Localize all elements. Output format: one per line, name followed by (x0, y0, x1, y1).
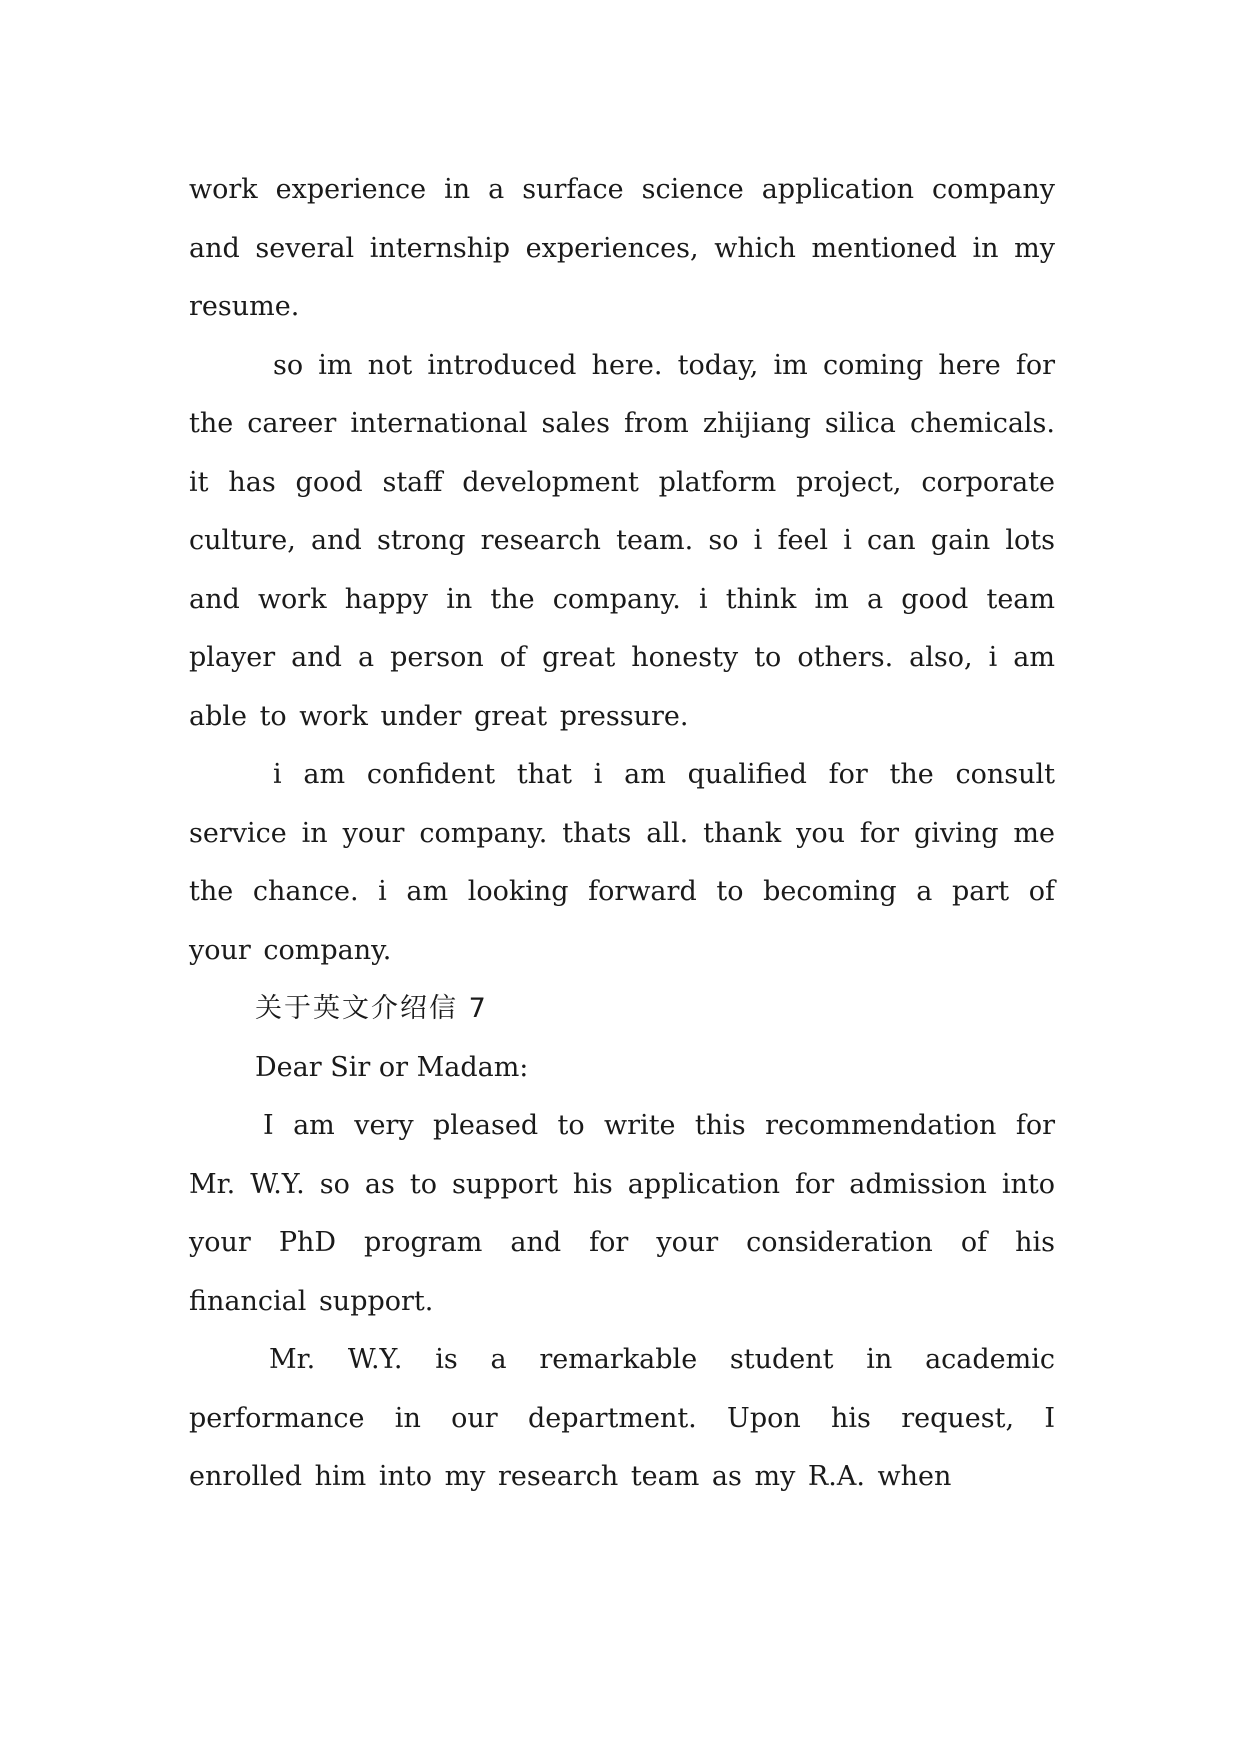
paragraph-work-experience: work experience in a surface science application company and several internship experiences, which mentioned in my resume. (189, 174, 1055, 322)
paragraph-confident-qualified: i am confident that i am qualified for the consult service in your company. thats all. thank you for giving me the chance. i am looking forward to becoming a part of your company. (189, 759, 1055, 966)
salutation: Dear Sir or Madam: (255, 1051, 529, 1083)
paragraph-career-sales: so im not introduced here. today, im coming here for the career international sales from zhijiang silica chemicals. it has good staff development platform project, corporate culture, and strong research team. so i feel i can gain lots and work happy in the company. i think im a good team player and a person of great honesty to others. also, i am able to work under great pressure. (189, 349, 1055, 732)
document-body (189, 161, 1055, 1507)
paragraph-recommendation: I am very pleased to write this recommendation for Mr. W.Y. so as to support his application for admission into your PhD program and for your consideration of his financial support. (189, 1110, 1055, 1317)
section-heading: 关于英文介绍信 7 (255, 993, 488, 1024)
paragraph-remarkable-student: Mr. W.Y. is a remarkable student in academic performance in our department. Upon his request, I enrolled him into my research team as my R.A. when (189, 1344, 1055, 1492)
